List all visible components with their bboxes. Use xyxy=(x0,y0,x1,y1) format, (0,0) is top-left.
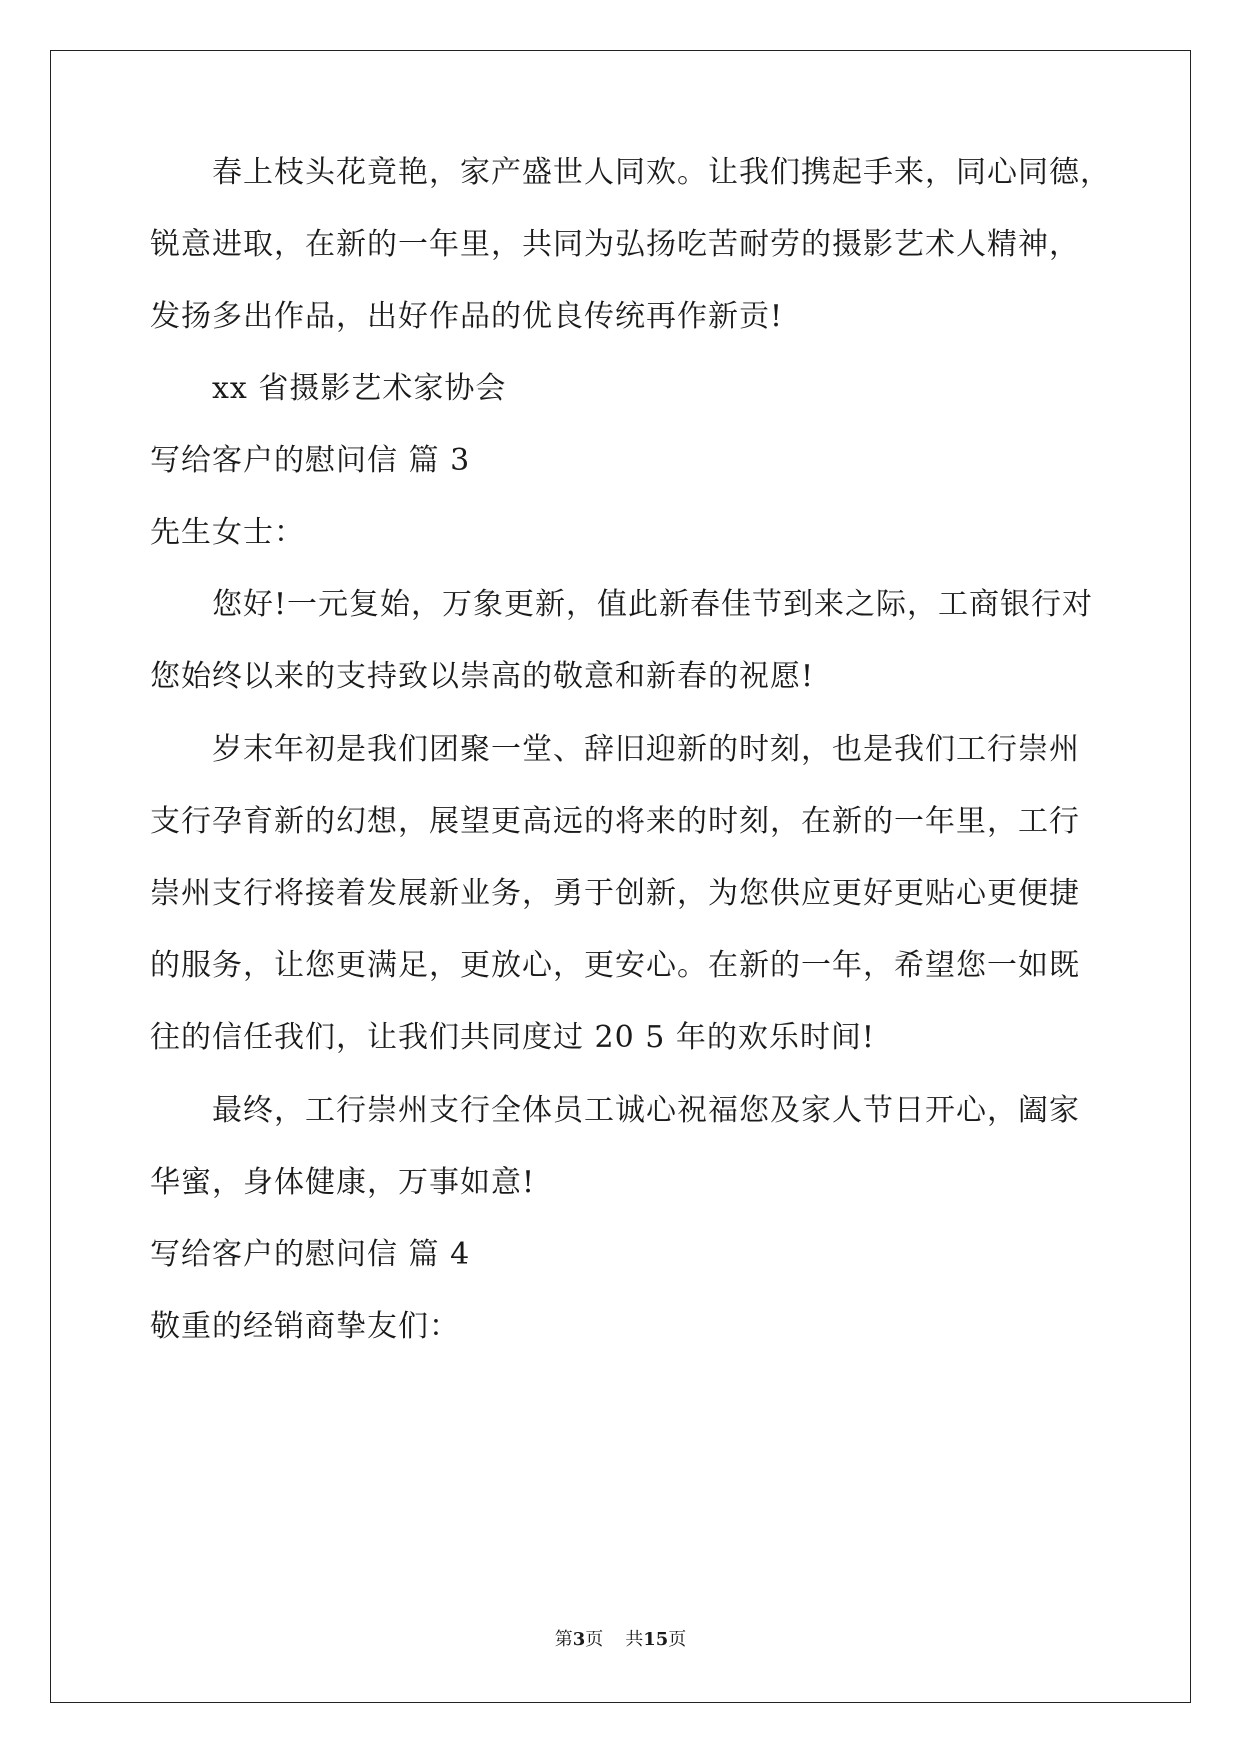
page-prefix: 第 xyxy=(554,1629,573,1650)
salutation: 敬重的经销商挚友们： xyxy=(150,1309,460,1344)
paragraph-line: 最终，工行崇州支行全体员工诚心祝福您及家人节日开心，阖家 xyxy=(212,1093,1080,1128)
total-suffix: 页 xyxy=(668,1629,687,1650)
salutation: 先生女士： xyxy=(150,515,305,550)
paragraph-line: 春上枝头花竟艳，家产盛世人同欢。让我们携起手来，同心同德， xyxy=(212,155,1111,190)
total-prefix: 共 xyxy=(625,1629,644,1650)
paragraph-line: 岁末年初是我们团聚一堂、辞旧迎新的时刻，也是我们工行崇州 xyxy=(212,732,1080,767)
signature-line: xx 省摄影艺术家协会 xyxy=(212,371,507,406)
paragraph-line: 往的信任我们，让我们共同度过 20 5 年的欢乐时间! xyxy=(150,1020,875,1055)
paragraph-line: 您始终以来的支持致以崇高的敬意和新春的祝愿! xyxy=(150,659,815,694)
page-suffix: 页 xyxy=(585,1629,604,1650)
section-heading: 写给客户的慰问信 篇 4 xyxy=(150,1237,471,1272)
section-heading: 写给客户的慰问信 篇 3 xyxy=(150,443,471,478)
total-page-count: 15 xyxy=(643,1629,669,1650)
paragraph-line: 发扬多出作品，出好作品的优良传统再作新贡! xyxy=(150,299,784,334)
paragraph-line: 崇州支行将接着发展新业务，勇于创新，为您供应更好更贴心更便捷 xyxy=(150,876,1080,911)
paragraph-line: 华蜜，身体健康，万事如意! xyxy=(150,1165,536,1200)
current-page-number: 3 xyxy=(572,1629,586,1650)
paragraph-line: 的服务，让您更满足，更放心，更安心。在新的一年，希望您一如既 xyxy=(150,948,1080,983)
paragraph-line: 锐意进取，在新的一年里，共同为弘扬吃苦耐劳的摄影艺术人精神， xyxy=(150,227,1080,262)
paragraph-line: 支行孕育新的幻想，展望更高远的将来的时刻，在新的一年里，工行 xyxy=(150,804,1080,839)
page-footer xyxy=(0,1628,1241,1652)
paragraph-line: 您好!一元复始，万象更新，值此新春佳节到来之际，工商银行对 xyxy=(212,587,1094,622)
